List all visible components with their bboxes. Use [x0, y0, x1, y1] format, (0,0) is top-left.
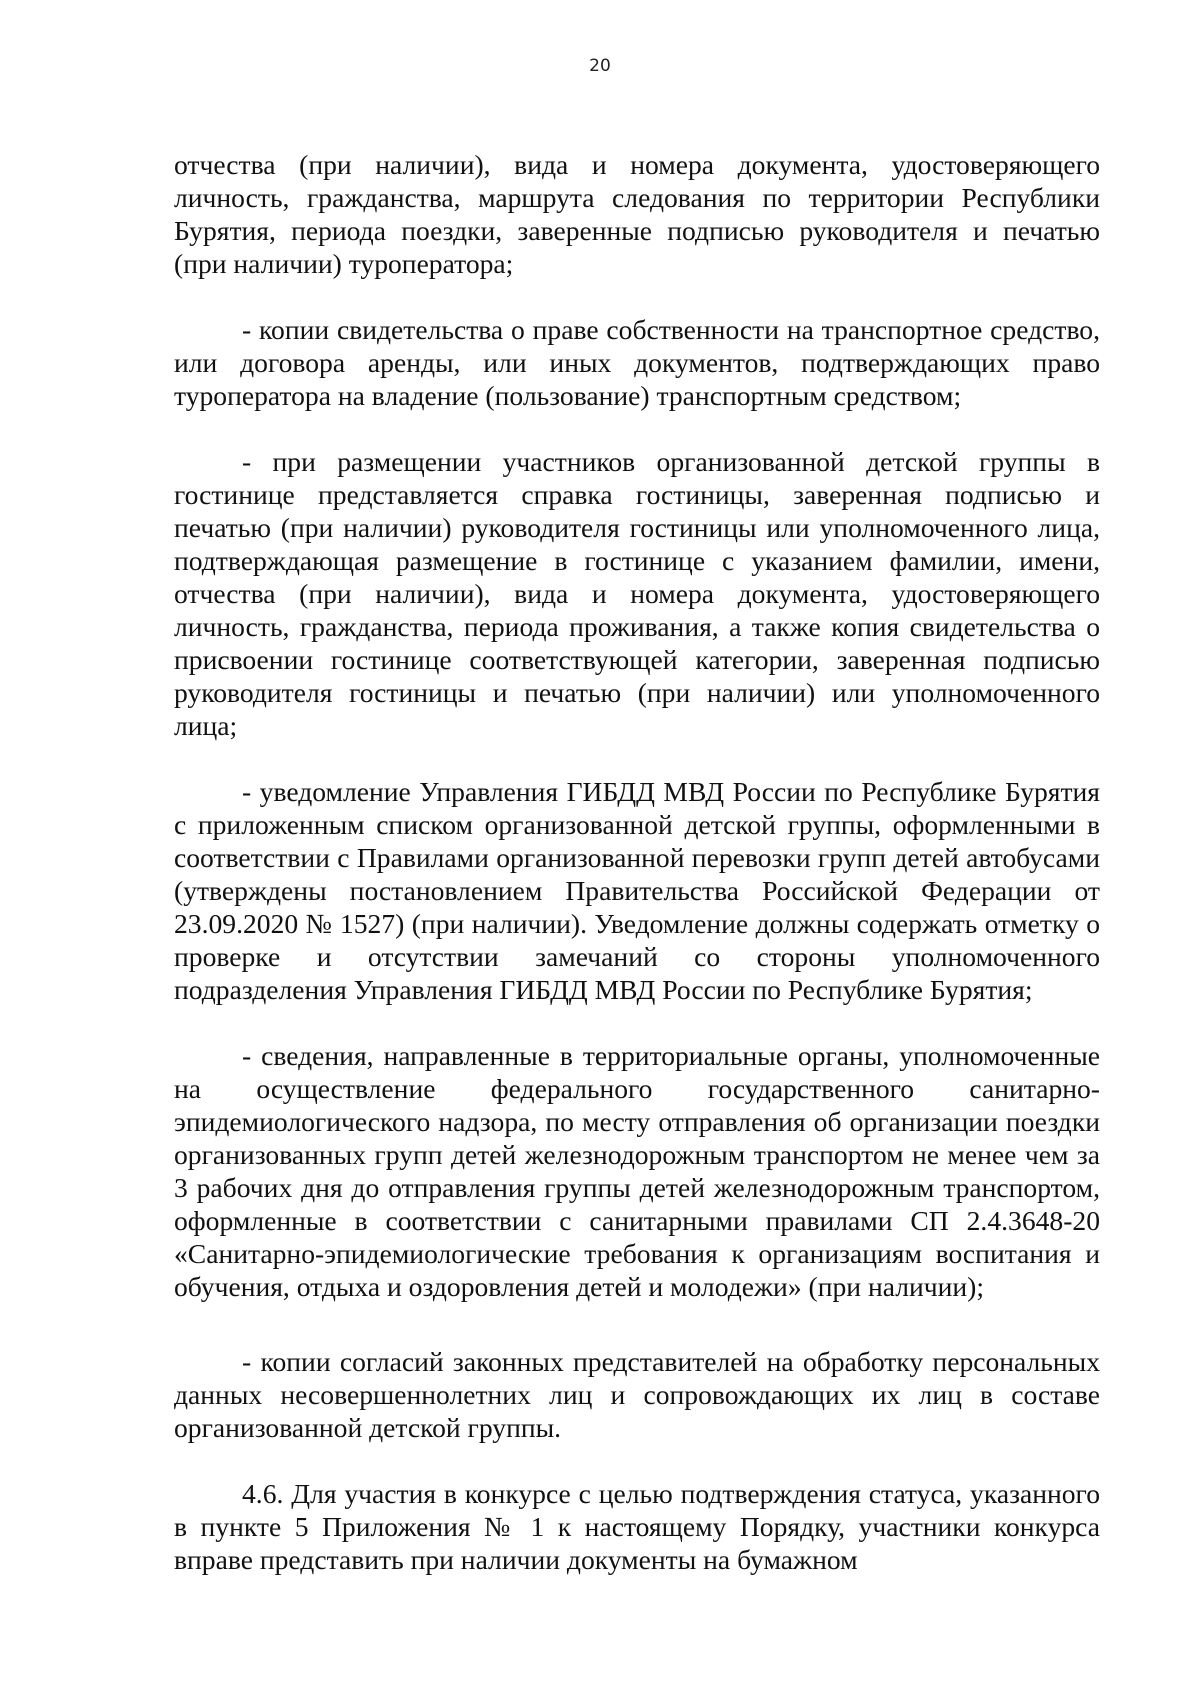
paragraph-sanitary-info: - сведения, направленные в территориальные органы, уполномоченные на осуществление федерального государственного санитарно-эпидемиологического надзора, по месту отправления об организации поездки организованных групп детей железнодорожным транспортом не менее чем за 3 рабочих дня до отправления группы детей железнодорожным транспортом, оформленные в соответствии с санитарными правилами СП 2.4.3648-20 «Санитарно-эпидемиологические требования к организациям воспитания и обучения, отдыха и оздоровления детей и молодежи» (при наличии);	[174, 1040, 1100, 1302]
page-number: 20	[589, 56, 611, 76]
paragraph-traffic-police-notice: - уведомление Управления ГИБДД МВД России по Республике Бурятия с приложенным списком организованной детской группы, оформленными в соответствии с Правилами организованной перевозки групп детей автобусами (утверждены постановлением Правительства Российской Федерации от 23.09.2020 № 1527) (при наличии). Уведомление должны содержать отметку о проверке и отсутствии замечаний со стороны уполномоченного подразделения Управления ГИБДД МВД России по Республике Бурятия;	[174, 776, 1100, 1005]
paragraph-section-4-6: 4.6. Для участия в конкурсе с целью подтверждения статуса, указанного в пункте 5 Приложения № 1 к настоящему Порядку, участники конкурса вправе представить при наличии документы на бумажном	[174, 1478, 1100, 1575]
paragraph-vehicle-ownership: - копии свидетельства о праве собственности на транспортное средство, или договора аренды, или иных документов, подтверждающих право туроператора на владение (пользование) транспортным средством;	[174, 314, 1100, 411]
document-body	[174, 148, 1100, 1576]
paragraph-consents: - копии согласий законных представителей на обработку персональных данных несовершеннолетних лиц и сопровождающих их лиц в составе организованной детской группы.	[174, 1346, 1100, 1443]
paragraph-continuation: отчества (при наличии), вида и номера документа, удостоверяющего личность, гражданства, маршрута следования по территории Республики Бурятия, периода поездки, заверенные подписью руководителя и печатью (при наличии) туроператора;	[174, 149, 1100, 279]
paragraph-hotel-certificate: - при размещении участников организованной детской группы в гостинице представляется справка гостиницы, заверенная подписью и печатью (при наличии) руководителя гостиницы или уполномоченного лица, подтверждающая размещение в гостинице с указанием фамилии, имени, отчества (при наличии), вида и номера документа, удостоверяющего личность, гражданства, периода проживания, а также копия свидетельства о присвоении гостинице соответствующей категории, заверенная подписью руководителя гостиницы и печатью (при наличии) или уполномоченного лица;	[174, 446, 1100, 741]
